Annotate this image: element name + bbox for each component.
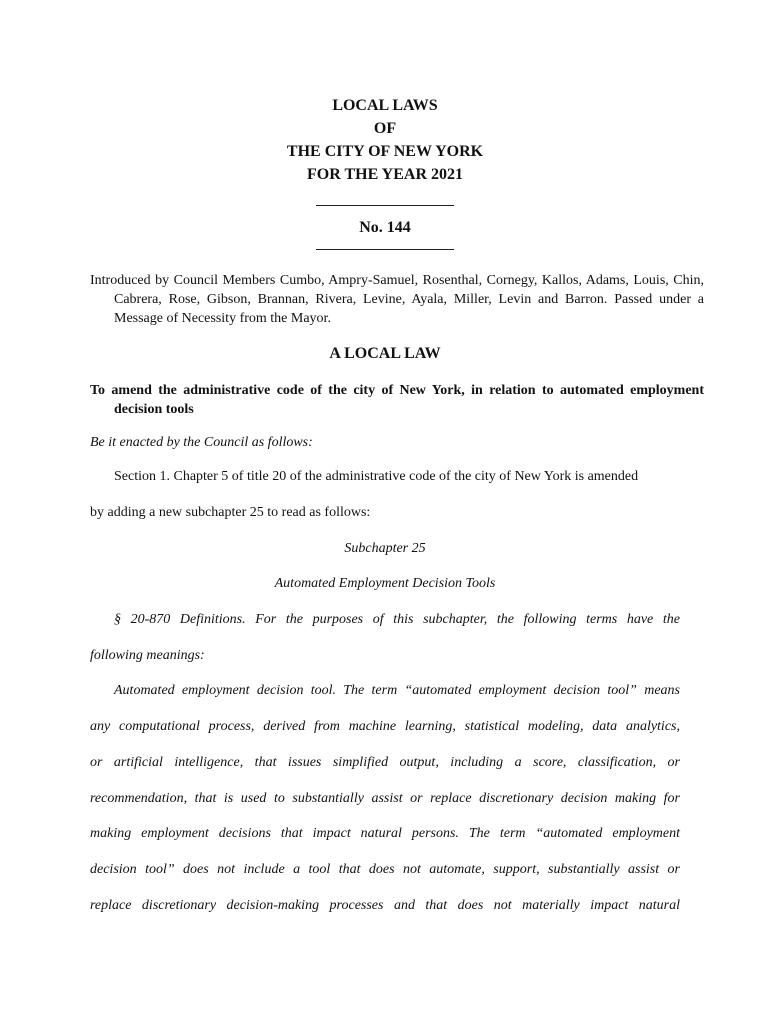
body-line: following meanings: <box>90 648 205 663</box>
title-line: FOR THE YEAR 2021 <box>306 166 463 183</box>
body-line: recommendation, that is used to substantially assist or replace discretionary decision making for <box>90 791 680 806</box>
title-line: THE CITY OF NEW YORK <box>286 143 484 160</box>
body-line: Automated employment decision tool. The term “automated employment decision tool” means <box>114 683 680 698</box>
subchapter-number: Subchapter 25 <box>344 541 426 556</box>
body-line: making employment decisions that impact natural persons. The term “automated employment <box>90 826 680 841</box>
body-line: decision tool” does not include a tool that does not automate, support, substantially assist or <box>90 862 680 877</box>
body-line: any computational process, derived from machine learning, statistical modeling, data analytics, <box>90 719 680 734</box>
title-line: OF <box>373 120 397 137</box>
body-line: Section 1. Chapter 5 of title 20 of the administrative code of the city of New York is amended <box>114 469 639 484</box>
subchapter-title: Automated Employment Decision Tools <box>274 576 496 591</box>
law-heading: A LOCAL LAW <box>329 345 441 362</box>
introduced-by: Introduced by Council Members Cumbo, Ampry-Samuel, Rosenthal, Cornegy, Kallos, Adams, Louis, Chin, Cabrera, Rose, Gibson, Brannan, Rivera, Levine, Ayala, Miller, Levin and Barron. Passed under a Message of Necessity from the Mayor. <box>90 273 704 326</box>
law-number: No. 144 <box>359 219 411 236</box>
body-line: by adding a new subchapter 25 to read as follows: <box>90 505 371 520</box>
document-title <box>0 94 770 186</box>
body-line: § 20-870 Definitions. For the purposes of this subchapter, the following terms have the <box>114 612 680 627</box>
body-line: or artificial intelligence, that issues simplified output, including a score, classification, or <box>90 755 680 770</box>
body-line: replace discretionary decision-making processes and that does not materially impact natural <box>90 898 680 913</box>
separator-line <box>316 249 454 250</box>
title-line: LOCAL LAWS <box>332 97 438 114</box>
law-purpose: To amend the administrative code of the city of New York, in relation to automated employment decision tools <box>90 383 704 417</box>
enacting-clause: Be it enacted by the Council as follows: <box>90 435 313 450</box>
separator-line <box>316 205 454 206</box>
